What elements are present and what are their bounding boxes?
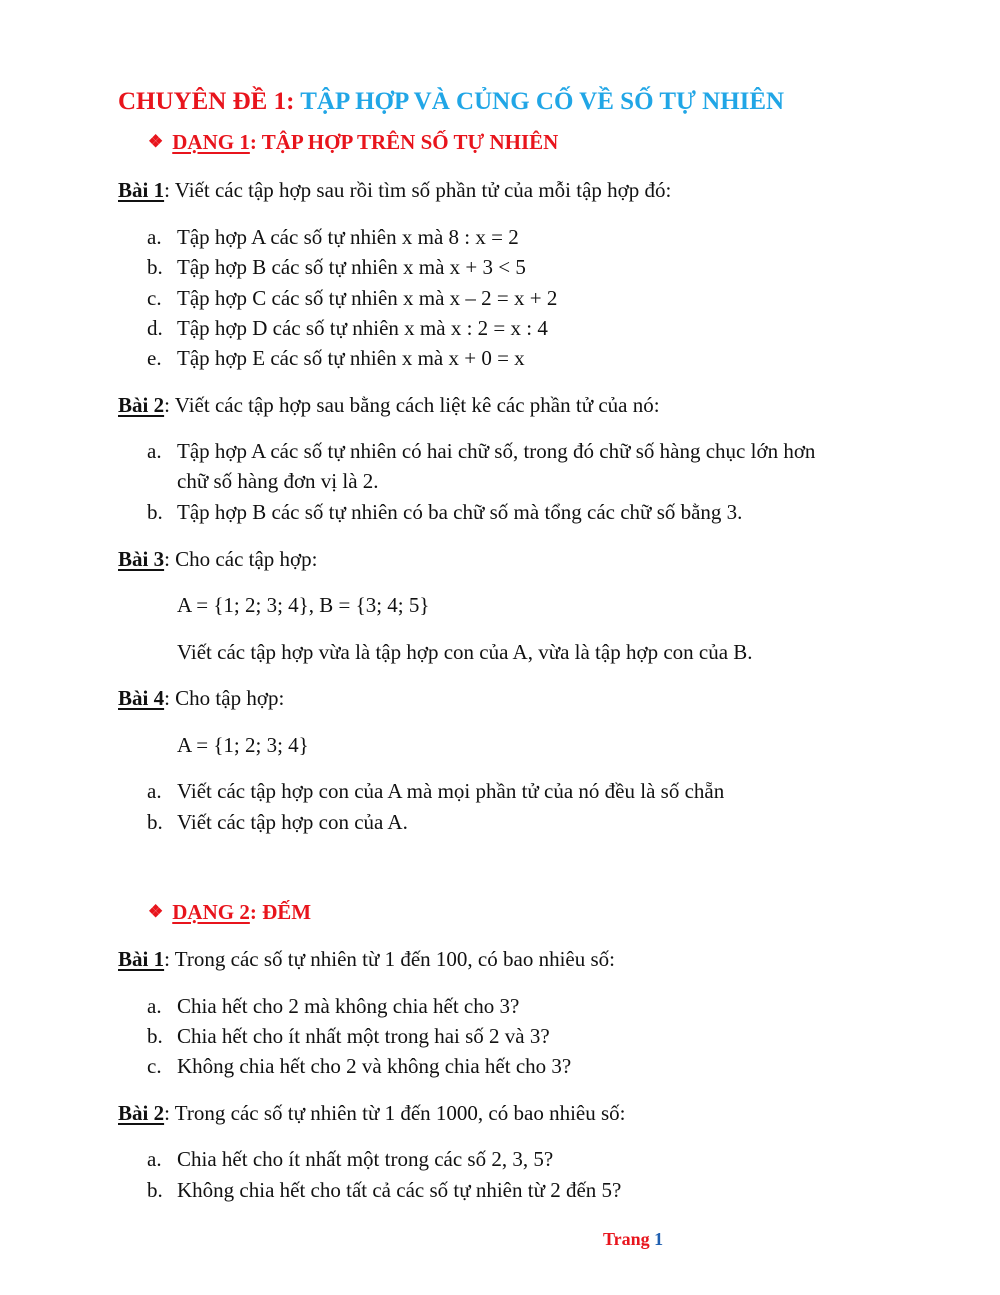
exercise-label: Bài 2 (118, 393, 165, 417)
item-text: Tập hợp B các số tự nhiên có ba chữ số mà tổng các chữ số bằng 3. (177, 500, 743, 524)
diamond-bullet-icon: ❖ (148, 132, 164, 151)
exercise-text: : Trong các số tự nhiên từ 1 đến 100, có bao nhiêu số: (164, 947, 615, 971)
item-letter: b. (147, 1024, 163, 1048)
item-letter: a. (147, 994, 162, 1018)
list-item (147, 225, 519, 250)
exercise-heading-4 (118, 686, 284, 711)
item-text: Không chia hết cho 2 và không chia hết cho 3? (177, 1054, 572, 1078)
exercise-text: : Trong các số tự nhiên từ 1 đến 1000, có bao nhiêu số: (164, 1101, 626, 1125)
page-word: Trang (603, 1229, 650, 1249)
exercise-text: : Cho các tập hợp: (164, 547, 318, 571)
exercise-heading-1 (118, 178, 671, 203)
item-letter: a. (147, 779, 162, 803)
list-item (147, 1147, 553, 1172)
exercise-instruction: Viết các tập hợp vừa là tập hợp con của A, vừa là tập hợp con của B. (177, 640, 753, 664)
exercise-text: : Cho tập hợp: (164, 686, 285, 710)
list-item (147, 1024, 550, 1049)
title-main: TẬP HỢP VÀ CỦNG CỐ VỀ SỐ TỰ NHIÊN (300, 88, 785, 115)
page-footer (603, 1229, 663, 1250)
exercise-label: Bài 2 (118, 1101, 165, 1125)
item-text: Không chia hết cho tất cả các số tự nhiên từ 2 đến 5? (177, 1178, 622, 1202)
item-letter: d. (147, 316, 163, 340)
section-title: : ĐẾM (249, 900, 312, 924)
item-text: Tập hợp E các số tự nhiên x mà x + 0 = x (177, 346, 525, 370)
exercise-text: : Viết các tập hợp sau rồi tìm số phần tử của mỗi tập hợp đó: (164, 178, 672, 202)
section-label: DẠNG 2 (172, 900, 250, 924)
exercise-heading-1 (118, 947, 615, 972)
item-letter: a. (147, 439, 162, 463)
list-item (147, 810, 408, 835)
item-text: Chia hết cho 2 mà không chia hết cho 3? (177, 994, 520, 1018)
item-text: Tập hợp A các số tự nhiên có hai chữ số, trong đó chữ số hàng chục lớn hơn (177, 439, 816, 463)
exercise-label: Bài 1 (118, 178, 165, 202)
list-item-continuation: chữ số hàng đơn vị là 2. (177, 469, 379, 493)
list-item (147, 316, 548, 341)
item-text: Tập hợp A các số tự nhiên x mà 8 : x = 2 (177, 225, 519, 249)
item-letter: c. (147, 1054, 162, 1078)
list-item (147, 286, 557, 311)
section-heading-dang-2 (148, 900, 311, 925)
item-letter: b. (147, 500, 163, 524)
list-item (147, 255, 526, 280)
item-text: Tập hợp D các số tự nhiên x mà x : 2 = x : 4 (177, 316, 548, 340)
exercise-heading-2 (118, 1101, 625, 1126)
set-definition: A = {1; 2; 3; 4} (177, 733, 309, 757)
exercise-label: Bài 4 (118, 686, 165, 710)
item-letter: e. (147, 346, 162, 370)
exercise-label: Bài 3 (118, 547, 165, 571)
section-label: DẠNG 1 (172, 130, 250, 154)
item-text: Chia hết cho ít nhất một trong hai số 2 và 3? (177, 1024, 550, 1048)
item-text: Viết các tập hợp con của A. (177, 810, 408, 834)
item-text: Chia hết cho ít nhất một trong các số 2, 3, 5? (177, 1147, 554, 1171)
exercise-text: : Viết các tập hợp sau bằng cách liệt kê các phần tử của nó: (164, 393, 660, 417)
page-title (118, 88, 784, 116)
item-letter: b. (147, 255, 163, 279)
list-item (147, 1054, 571, 1079)
list-item (147, 346, 525, 371)
page-number: 1 (654, 1229, 664, 1249)
list-item (147, 500, 742, 525)
item-letter: a. (147, 1147, 162, 1171)
exercise-label: Bài 1 (118, 947, 165, 971)
item-letter: c. (147, 286, 162, 310)
item-letter: a. (147, 225, 162, 249)
item-letter: b. (147, 1178, 163, 1202)
diamond-bullet-icon: ❖ (148, 902, 164, 921)
title-prefix: CHUYÊN ĐỀ 1: (118, 88, 295, 115)
section-heading-dang-1 (148, 130, 558, 155)
exercise-heading-3 (118, 547, 318, 572)
list-item (147, 1178, 621, 1203)
set-definition: A = {1; 2; 3; 4}, B = {3; 4; 5} (177, 593, 430, 617)
item-text: Tập hợp C các số tự nhiên x mà x – 2 = x + 2 (177, 286, 558, 310)
list-item (147, 439, 815, 464)
item-text: Tập hợp B các số tự nhiên x mà x + 3 < 5 (177, 255, 526, 279)
exercise-heading-2 (118, 393, 660, 418)
item-text: Viết các tập hợp con của A mà mọi phần tử của nó đều là số chẵn (177, 779, 725, 803)
item-letter: b. (147, 810, 163, 834)
section-title: : TẬP HỢP TRÊN SỐ TỰ NHIÊN (249, 130, 559, 154)
list-item (147, 994, 519, 1019)
list-item (147, 779, 724, 804)
